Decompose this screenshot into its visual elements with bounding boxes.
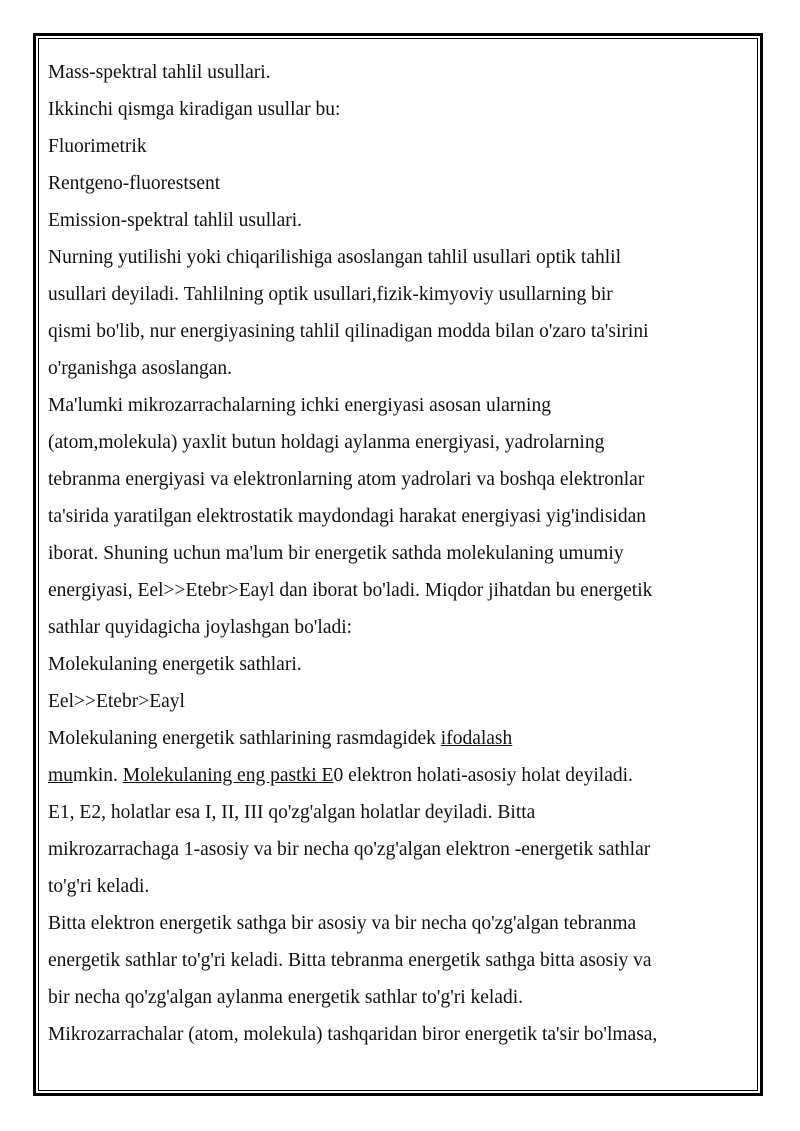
text-line: mikrozarrachaga 1-asosiy va bir necha qo'zg'algan elektron -energetik sathlar (48, 839, 651, 860)
text-span: 0 elektron holati-asosiy holat deyiladi. (333, 765, 633, 786)
text-line: Rentgeno-fluorestsent (48, 173, 221, 194)
text-line: to'g'ri keladi. (48, 876, 150, 897)
text-line: Nurning yutilishi yoki chiqarilishiga asoslangan tahlil usullari optik tahlil (48, 247, 622, 268)
text-line: tebranma energiyasi va elektronlarning atom yadrolari va boshqa elektronlar (48, 469, 645, 490)
text-line: Molekulaning energetik sathlari. (48, 654, 302, 675)
text-line: ta'sirida yaratilgan elektrostatik maydondagi harakat energiyasi yig'indisidan (48, 506, 646, 527)
text-line: Ma'lumki mikrozarrachalarning ichki energiyasi asosan ularning (48, 395, 551, 416)
text-line: sathlar quyidagicha joylashgan bo'ladi: (48, 617, 353, 638)
text-line: Fluorimetrik (48, 136, 147, 157)
text-line: (atom,molekula) yaxlit butun holdagi aylanma energiyasi, yadrolarning (48, 432, 605, 453)
text-line: Emission-spektral tahlil usullari. (48, 210, 303, 231)
text-line: Mass-spektral tahlil usullari. (48, 62, 271, 83)
underlined-text: mu (48, 765, 73, 786)
text-line: energiyasi, Eel>>Etebr>Eayl dan iborat bo'ladi. Miqdor jihatdan bu energetik (48, 580, 653, 601)
text-line: Mikrozarrachalar (atom, molekula) tashqaridan biror energetik ta'sir bo'lmasa, (48, 1024, 658, 1045)
text-line: qismi bo'lib, nur energiyasining tahlil qilinadigan modda bilan o'zaro ta'sirini (48, 321, 649, 342)
underlined-text: Molekulaning eng pastki E (122, 765, 334, 786)
text-line: Eel>>Etebr>Eayl (48, 691, 185, 712)
text-line: bir necha qo'zg'algan aylanma energetik sathlar to'g'ri keladi. (48, 987, 524, 1008)
document-body (48, 54, 738, 1053)
text-line: energetik sathlar to'g'ri keladi. Bitta tebranma energetik sathga bitta asosiy va (48, 950, 652, 971)
text-span: Molekulaning energetik sathlarining rasmdagidek (48, 728, 441, 749)
text-line: Ikkinchi qismga kiradigan usullar bu: (48, 99, 341, 120)
text-span: mkin. (72, 765, 123, 786)
underlined-text: ifodalash (440, 728, 513, 749)
text-line (48, 720, 738, 757)
text-line: usullari deyiladi. Tahlilning optik usullari,fizik-kimyoviy usullarning bir (48, 284, 613, 305)
text-line: Bitta elektron energetik sathga bir asosiy va bir necha qo'zg'algan tebranma (48, 913, 637, 934)
text-line: E1, E2, holatlar esa I, II, III qo'zg'algan holatlar deyiladi. Bitta (48, 802, 536, 823)
text-line: iborat. Shuning uchun ma'lum bir energetik sathda molekulaning umumiy (48, 543, 624, 564)
text-line (48, 757, 738, 794)
text-line: o'rganishga asoslangan. (48, 358, 233, 379)
